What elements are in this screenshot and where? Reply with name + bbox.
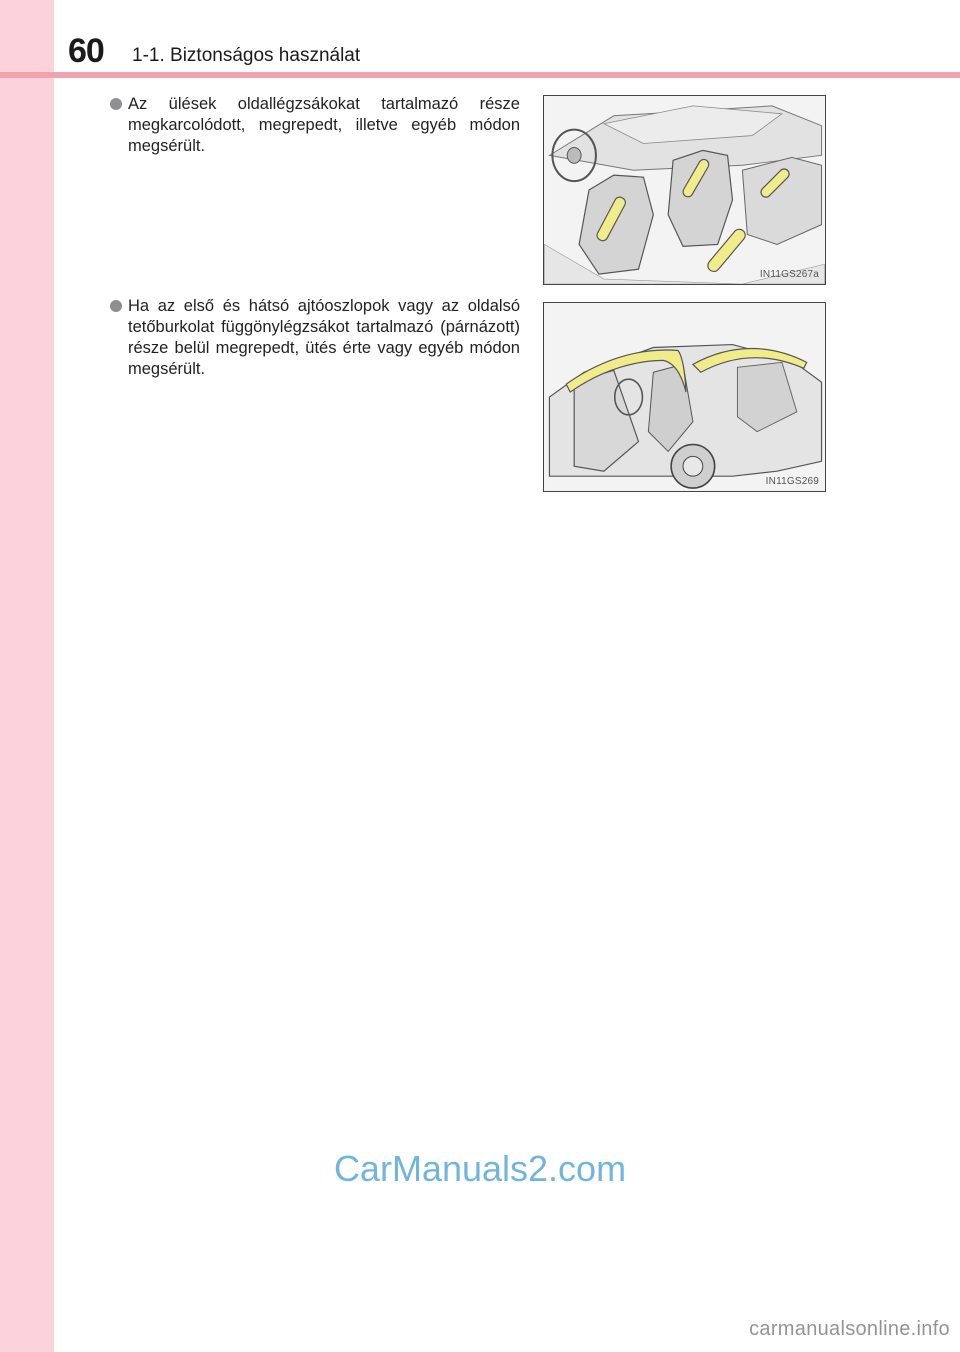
list-item-curtain-airbag xyxy=(128,296,520,380)
bullet-icon xyxy=(110,98,122,110)
watermark-carmanuals2: CarManuals2.com xyxy=(333,1148,627,1189)
page-number: 60 xyxy=(68,32,104,70)
section-title: 1-1. Biztonságos használat xyxy=(132,45,361,66)
header-divider xyxy=(0,72,960,78)
figure-code: IN11GS267a xyxy=(759,269,819,280)
bullet-icon xyxy=(110,300,122,312)
item-text: Az ülések oldallégzsákokat tartalmazó része megkarcolódott, megrepedt, illetve egyéb módon megsérült. xyxy=(128,95,520,155)
item-text: Ha az első és hátsó ajtóoszlopok vagy az oldalsó tetőburkolat függönylégzsákot tartalmazó (párnázott) része belül megrepedt, ütés érte vagy egyéb módon megsérült. xyxy=(128,297,520,378)
car-side-illustration xyxy=(544,303,825,491)
figure-seat-side-airbags xyxy=(543,95,826,285)
watermark-carmanualsonline: carmanualsonline.info xyxy=(749,1318,950,1340)
car-interior-illustration xyxy=(544,96,825,284)
figure-curtain-airbags xyxy=(543,302,826,492)
figure-code: IN11GS269 xyxy=(765,476,819,487)
list-item-seat-airbag xyxy=(128,94,520,157)
